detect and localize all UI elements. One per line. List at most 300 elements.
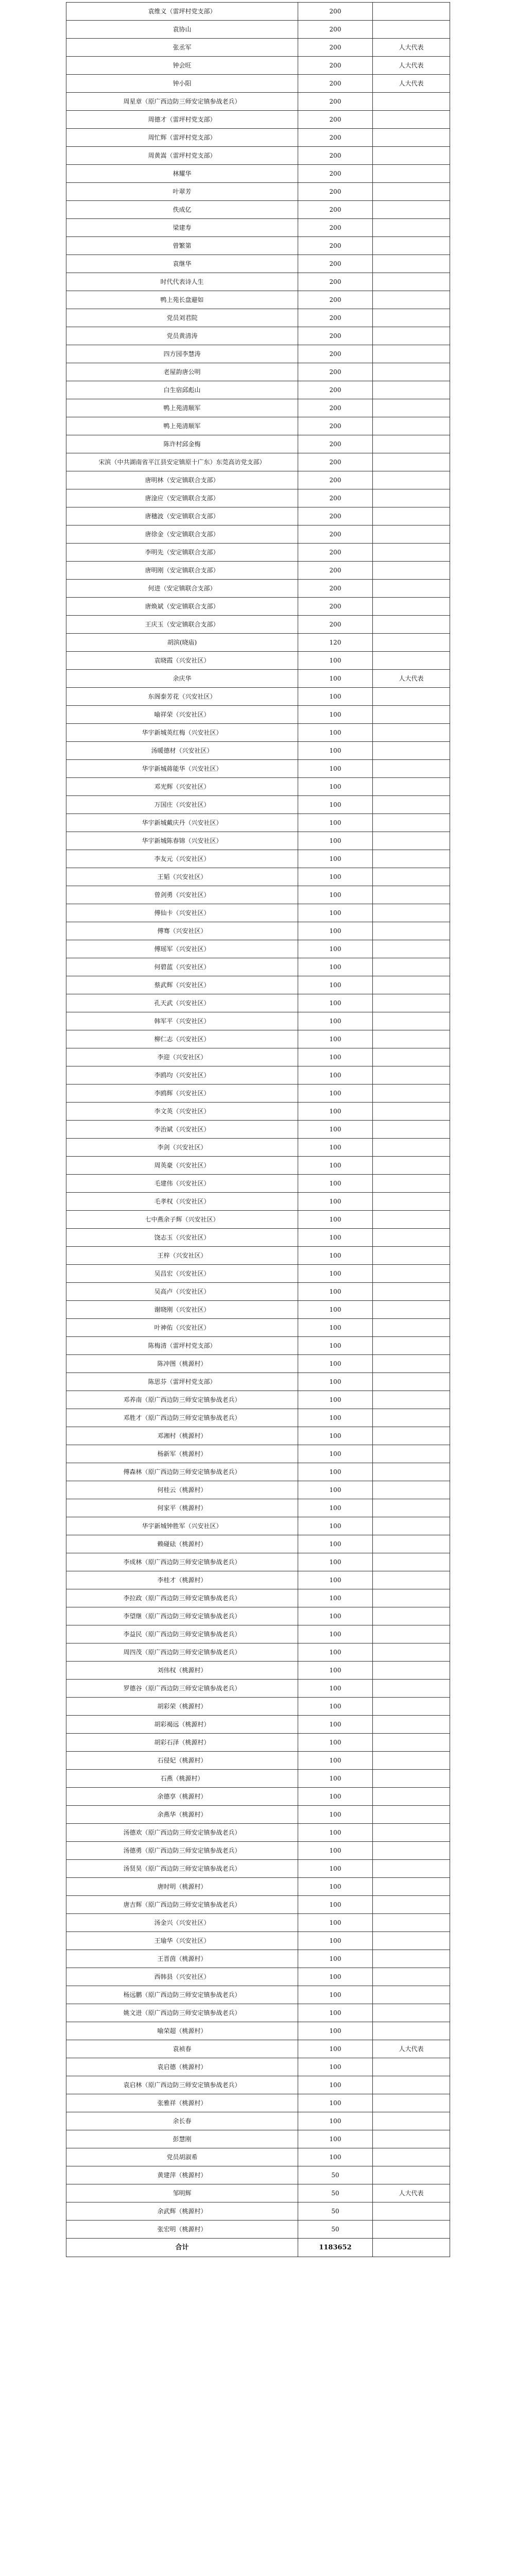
donor-name-cell: 胡滨(晓庙) <box>66 634 298 651</box>
amount-cell: 200 <box>298 345 373 363</box>
table-row <box>66 255 450 273</box>
donor-name-cell: 陈梅清（雷坪村党支部） <box>66 1337 298 1354</box>
note-cell <box>373 634 450 651</box>
note-cell <box>373 940 450 958</box>
amount-cell: 100 <box>298 1445 373 1463</box>
amount-cell: 100 <box>298 1409 373 1427</box>
note-cell: 人大代表 <box>399 80 424 87</box>
note-cell <box>373 1734 450 1751</box>
note-cell <box>373 1301 450 1318</box>
table-row <box>66 1121 450 1139</box>
donor-name-cell: 傅森林（原广西边防三师安定镇参战老兵） <box>66 1463 298 1481</box>
table-row <box>66 580 450 598</box>
amount-cell: 50 <box>298 2221 373 2238</box>
donor-name-cell: 傅骞（兴安社区） <box>66 922 298 940</box>
table-row <box>66 886 450 904</box>
note-cell <box>373 1030 450 1048</box>
donor-name-cell: 周星章（原广西边防三师安定镇参战老兵） <box>66 93 298 110</box>
note-cell <box>373 1481 450 1499</box>
amount-cell: 100 <box>298 1896 373 1913</box>
amount-cell: 200 <box>298 147 373 164</box>
table-row <box>66 724 450 742</box>
amount-cell: 100 <box>298 670 373 687</box>
donor-name-cell: 唐焕斌（安定镇联合支部） <box>66 598 298 615</box>
donor-name-cell: 袁继华 <box>66 255 298 273</box>
amount-cell: 100 <box>298 1625 373 1643</box>
amount-cell: 100 <box>298 760 373 777</box>
note-cell <box>373 3 450 20</box>
donor-name-cell: 叶神佑（兴安社区） <box>66 1319 298 1336</box>
donor-name-cell: 佚成亿 <box>66 201 298 218</box>
donor-name-cell: 汤贤昊（原广西边防三师安定镇参战老兵） <box>66 1860 298 1877</box>
table-row <box>66 291 450 309</box>
note-cell <box>373 489 450 507</box>
amount-cell: 200 <box>298 3 373 20</box>
donor-name-cell: 袁祯春 <box>66 2040 298 2058</box>
table-row <box>66 1337 450 1355</box>
table-row <box>66 1355 450 1373</box>
donor-name-cell: 陈冲图（桃源村） <box>66 1355 298 1372</box>
note-cell <box>373 2004 450 2022</box>
amount-cell: 100 <box>298 1247 373 1264</box>
donor-name-cell: 华宇新城陈春锦（兴安社区） <box>66 832 298 850</box>
donor-name-cell: 党员黄清涛 <box>66 327 298 345</box>
note-cell <box>373 1084 450 1102</box>
note-cell <box>373 976 450 994</box>
amount-cell: 200 <box>298 544 373 561</box>
note-cell <box>373 526 450 543</box>
donor-name-cell: 李望继（原广西边防三师安定镇参战老兵） <box>66 1607 298 1625</box>
amount-cell: 200 <box>298 183 373 200</box>
table-row <box>66 381 450 399</box>
donor-name-cell: 唐明刚（安定镇联合支部） <box>66 562 298 579</box>
donor-name-cell: 四方园李慧涛 <box>66 345 298 363</box>
amount-cell: 100 <box>298 1265 373 1282</box>
donor-name-cell: 唐吉辉（原广西边防三师安定镇参战老兵） <box>66 1896 298 1913</box>
amount-cell: 200 <box>298 489 373 507</box>
note-cell <box>373 1121 450 1138</box>
note-cell <box>373 1932 450 1950</box>
note-cell <box>373 1283 450 1300</box>
donor-name-cell: 陈思芬（雷坪村党支部） <box>66 1373 298 1391</box>
table-row <box>66 1914 450 1932</box>
donor-name-cell: 李拉政（原广西边防三师安定镇参战老兵） <box>66 1589 298 1607</box>
amount-cell: 200 <box>298 93 373 110</box>
table-row <box>66 1445 450 1463</box>
table-row <box>66 165 450 183</box>
donor-name-cell: 陈许村邱金梅 <box>66 435 298 453</box>
note-cell <box>373 453 450 471</box>
note-cell <box>373 616 450 633</box>
table-row <box>66 1247 450 1265</box>
amount-cell: 200 <box>298 453 373 471</box>
donor-name-cell: 钟会旺 <box>66 57 298 74</box>
amount-cell: 200 <box>298 237 373 255</box>
table-row <box>66 796 450 814</box>
donor-name-cell: 周忙辉（雷坪村党支部） <box>66 129 298 146</box>
amount-cell: 100 <box>298 976 373 994</box>
amount-cell: 100 <box>298 1860 373 1877</box>
donor-name-cell: 曾繁第 <box>66 237 298 255</box>
table-row <box>66 1283 450 1301</box>
donor-name-cell: 袁启德（桃源村） <box>66 2058 298 2076</box>
donor-name-cell: 余长春 <box>66 2112 298 2130</box>
donor-name-cell: 李迎（兴安社区） <box>66 1048 298 1066</box>
total-note-cell <box>373 2239 450 2257</box>
amount-cell: 50 <box>298 2166 373 2184</box>
table-row <box>66 1607 450 1625</box>
amount-cell: 50 <box>298 2202 373 2220</box>
note-cell: 人大代表 <box>399 675 424 682</box>
table-row <box>66 1571 450 1589</box>
table-row <box>66 2130 450 2148</box>
donor-name-cell: 何桂云（桃源村） <box>66 1481 298 1499</box>
donor-name-cell: 林耀华 <box>66 165 298 182</box>
table-row <box>66 1391 450 1409</box>
donor-name-cell: 汤金兴（兴安社区） <box>66 1914 298 1931</box>
table-row <box>66 1103 450 1121</box>
note-cell <box>373 994 450 1012</box>
note-cell <box>373 598 450 615</box>
table-row <box>66 544 450 562</box>
table-row <box>66 814 450 832</box>
note-cell <box>373 165 450 182</box>
note-cell <box>373 1157 450 1174</box>
donor-name-cell: 傅仙卡（兴安社区） <box>66 904 298 922</box>
donor-name-cell: 唐明林（安定镇联合支部） <box>66 471 298 489</box>
table-row <box>66 688 450 706</box>
donor-name-cell: 李文英（兴安社区） <box>66 1103 298 1120</box>
amount-cell: 200 <box>298 39 373 56</box>
note-cell <box>373 2166 450 2184</box>
amount-cell: 100 <box>298 1950 373 1968</box>
table-row <box>66 327 450 345</box>
donor-name-cell: 杨新军（桃源村） <box>66 1445 298 1463</box>
donor-name-cell: 张宏明（桃源村） <box>66 2221 298 2238</box>
amount-cell: 100 <box>298 1427 373 1445</box>
table-row <box>66 1373 450 1391</box>
table-row <box>66 147 450 165</box>
table-row <box>66 652 450 670</box>
donor-name-cell: 邹明辉 <box>66 2184 298 2202</box>
table-row <box>66 237 450 255</box>
note-cell <box>373 2202 450 2220</box>
amount-cell: 100 <box>298 1571 373 1589</box>
amount-cell: 100 <box>298 724 373 741</box>
donor-name-cell: 王瑜华（兴安社区） <box>66 1932 298 1950</box>
table-row <box>66 1716 450 1734</box>
note-cell: 人大代表 <box>399 62 424 69</box>
amount-cell: 200 <box>298 435 373 453</box>
donor-name-cell: 韩军平（兴安社区） <box>66 1012 298 1030</box>
donor-name-cell: 孔天武（兴安社区） <box>66 994 298 1012</box>
donor-name-cell: 王晋茵（桃源村） <box>66 1950 298 1968</box>
amount-cell: 100 <box>298 1986 373 2004</box>
donor-name-cell: 袁协山 <box>66 21 298 38</box>
donor-name-cell: 谢晓刚（兴安社区） <box>66 1301 298 1318</box>
table-row <box>66 75 450 93</box>
donor-name-cell: 王韬（兴安社区） <box>66 868 298 886</box>
amount-cell: 100 <box>298 1553 373 1571</box>
amount-cell: 50 <box>298 2184 373 2202</box>
amount-cell: 200 <box>298 363 373 381</box>
donor-name-cell: 邓胜才（原广西边防三师安定镇参战老兵） <box>66 1409 298 1427</box>
donor-name-cell: 王庆玉（安定镇联合支部） <box>66 616 298 633</box>
donation-table <box>66 2 450 2257</box>
amount-cell: 100 <box>298 1662 373 1679</box>
amount-cell: 100 <box>298 958 373 976</box>
amount-cell: 100 <box>298 868 373 886</box>
note-cell <box>373 1896 450 1913</box>
note-cell <box>373 309 450 327</box>
amount-cell: 200 <box>298 417 373 435</box>
amount-cell: 200 <box>298 255 373 273</box>
donor-name-cell: 余燕华（桃源村） <box>66 1806 298 1823</box>
amount-cell: 100 <box>298 1535 373 1553</box>
table-row <box>66 417 450 435</box>
donor-name-cell: 喻祥荣（兴安社区） <box>66 706 298 723</box>
amount-cell: 200 <box>298 598 373 615</box>
table-row <box>66 760 450 778</box>
table-row <box>66 1680 450 1698</box>
amount-cell: 100 <box>298 1048 373 1066</box>
note-cell <box>373 273 450 291</box>
note-cell <box>373 778 450 795</box>
note-cell <box>373 1589 450 1607</box>
note-cell <box>373 435 450 453</box>
donor-name-cell: 张丞军 <box>66 39 298 56</box>
amount-cell: 100 <box>298 1211 373 1228</box>
donor-name-cell: 李鸥均（兴安社区） <box>66 1066 298 1084</box>
amount-cell: 200 <box>298 471 373 489</box>
amount-cell: 100 <box>298 2022 373 2040</box>
donor-name-cell: 华宇新城蒋能华（兴安社区） <box>66 760 298 777</box>
table-row <box>66 1012 450 1030</box>
note-cell <box>373 904 450 922</box>
note-cell <box>373 1842 450 1859</box>
table-row <box>66 2040 450 2058</box>
note-cell <box>373 922 450 940</box>
donor-name-cell: 喻荣超（桃源村） <box>66 2022 298 2040</box>
amount-cell: 100 <box>298 2130 373 2148</box>
note-cell <box>373 2112 450 2130</box>
table-row <box>66 507 450 526</box>
amount-cell: 100 <box>298 1030 373 1048</box>
table-row <box>66 994 450 1012</box>
table-row <box>66 111 450 129</box>
donor-name-cell: 汤德欢（原广西边防三师安定镇参战老兵） <box>66 1824 298 1841</box>
amount-cell: 100 <box>298 940 373 958</box>
amount-cell: 200 <box>298 309 373 327</box>
note-cell: 人大代表 <box>399 2045 424 2053</box>
note-cell <box>373 1066 450 1084</box>
note-cell <box>373 1571 450 1589</box>
amount-cell: 100 <box>298 1499 373 1517</box>
note-cell <box>373 1752 450 1769</box>
amount-cell: 100 <box>298 1914 373 1931</box>
amount-cell: 100 <box>298 1517 373 1535</box>
table-row <box>66 670 450 688</box>
table-row <box>66 2022 450 2040</box>
note-cell <box>373 868 450 886</box>
table-row <box>66 2184 450 2202</box>
table-row <box>66 868 450 886</box>
note-cell <box>373 1427 450 1445</box>
note-cell <box>373 147 450 164</box>
table-row <box>66 2076 450 2094</box>
note-cell <box>373 1499 450 1517</box>
note-cell <box>373 1950 450 1968</box>
amount-cell: 100 <box>298 1355 373 1372</box>
table-row <box>66 1211 450 1229</box>
note-cell <box>373 1355 450 1372</box>
note-cell <box>373 1680 450 1697</box>
note-cell <box>373 2221 450 2238</box>
donor-name-cell: 袁晓霞（兴安社区） <box>66 652 298 669</box>
table-row <box>66 562 450 580</box>
note-cell <box>373 507 450 525</box>
table-row <box>66 21 450 39</box>
donor-name-cell: 唐时明（桃源村） <box>66 1878 298 1895</box>
note-cell <box>373 1625 450 1643</box>
amount-cell: 200 <box>298 616 373 633</box>
amount-cell: 200 <box>298 111 373 128</box>
amount-cell: 100 <box>298 1103 373 1120</box>
table-row <box>66 976 450 994</box>
amount-cell: 100 <box>298 886 373 904</box>
table-row <box>66 616 450 634</box>
table-row <box>66 1265 450 1283</box>
note-cell <box>373 886 450 904</box>
table-row <box>66 2166 450 2184</box>
table-row <box>66 1662 450 1680</box>
donor-name-cell: 李益民（原广西边防三师安定镇参战老兵） <box>66 1625 298 1643</box>
amount-cell: 200 <box>298 526 373 543</box>
table-row <box>66 1229 450 1247</box>
amount-cell: 100 <box>298 904 373 922</box>
amount-cell: 100 <box>298 1589 373 1607</box>
amount-cell: 100 <box>298 1878 373 1895</box>
table-row <box>66 526 450 544</box>
donor-name-cell: 饶志玉（兴安社区） <box>66 1229 298 1246</box>
amount-cell: 100 <box>298 1193 373 1210</box>
total-row <box>66 2239 450 2257</box>
note-cell <box>373 1770 450 1787</box>
amount-cell: 200 <box>298 580 373 597</box>
amount-cell: 100 <box>298 1283 373 1300</box>
note-cell <box>373 183 450 200</box>
amount-cell: 100 <box>298 1968 373 1986</box>
amount-cell: 200 <box>298 562 373 579</box>
table-row <box>66 201 450 219</box>
table-row <box>66 1770 450 1788</box>
amount-cell: 100 <box>298 2040 373 2058</box>
amount-cell: 100 <box>298 2058 373 2076</box>
donor-name-cell: 唐徐金（安定镇联合支部） <box>66 526 298 543</box>
table-row <box>66 57 450 75</box>
amount-cell: 100 <box>298 832 373 850</box>
donor-name-cell: 邓湘村（桃源村） <box>66 1427 298 1445</box>
donor-name-cell: 华宇新城英红梅（兴安社区） <box>66 724 298 741</box>
note-cell <box>373 1337 450 1354</box>
amount-cell: 100 <box>298 1842 373 1859</box>
donor-name-cell: 周四茂（原广西边防三师安定镇参战老兵） <box>66 1643 298 1661</box>
donor-name-cell: 鸭上苑清顺军 <box>66 399 298 417</box>
donor-name-cell: 袁启林（原广西边防三师安定镇参战老兵） <box>66 2076 298 2094</box>
note-cell <box>373 562 450 579</box>
note-cell <box>373 1445 450 1463</box>
note-cell <box>373 1643 450 1661</box>
amount-cell: 100 <box>298 1932 373 1950</box>
donor-name-cell: 彭慧刚 <box>66 2130 298 2148</box>
amount-cell: 100 <box>298 814 373 832</box>
note-cell <box>373 1662 450 1679</box>
table-row <box>66 93 450 111</box>
note-cell <box>373 580 450 597</box>
donor-name-cell: 东阁泰芳花（兴安社区） <box>66 688 298 705</box>
note-cell <box>373 1716 450 1733</box>
donor-name-cell: 汤德勇（原广西边防三师安定镇参战老兵） <box>66 1842 298 1859</box>
table-row <box>66 940 450 958</box>
amount-cell: 100 <box>298 1698 373 1715</box>
note-cell: 人大代表 <box>399 44 424 51</box>
amount-cell: 100 <box>298 1139 373 1156</box>
note-cell <box>373 1535 450 1553</box>
table-row <box>66 850 450 868</box>
table-row <box>66 1066 450 1084</box>
table-row <box>66 435 450 453</box>
amount-cell: 100 <box>298 1734 373 1751</box>
amount-cell: 100 <box>298 1084 373 1102</box>
donor-name-cell: 西韩县（兴安社区） <box>66 1968 298 1986</box>
amount-cell: 100 <box>298 1373 373 1391</box>
donor-name-cell: 赖碰砝（桃源村） <box>66 1535 298 1553</box>
note-cell <box>373 219 450 236</box>
donor-name-cell: 周英豪（兴安社区） <box>66 1157 298 1174</box>
amount-cell: 100 <box>298 2094 373 2112</box>
donor-name-cell: 白生宿邱彪山 <box>66 381 298 399</box>
donor-name-cell: 梁建寿 <box>66 219 298 236</box>
table-row <box>66 2112 450 2130</box>
donor-name-cell: 胡彩荣（桃源村） <box>66 1698 298 1715</box>
note-cell <box>373 381 450 399</box>
donor-name-cell: 唐穗波（安定镇联合支部） <box>66 507 298 525</box>
note-cell <box>373 688 450 705</box>
table-row <box>66 1319 450 1337</box>
donor-name-cell: 邓养南（原广西边防三师安定镇参战老兵） <box>66 1391 298 1409</box>
amount-cell: 200 <box>298 381 373 399</box>
donor-name-cell: 余德享（桃源村） <box>66 1788 298 1805</box>
amount-cell: 100 <box>298 1157 373 1174</box>
table-row <box>66 2202 450 2221</box>
note-cell <box>373 471 450 489</box>
amount-cell: 100 <box>298 2076 373 2094</box>
donor-name-cell: 鸭上苑清顺军 <box>66 417 298 435</box>
donor-name-cell: 周德才（雷坪村党支部） <box>66 111 298 128</box>
amount-cell: 100 <box>298 1824 373 1841</box>
amount-cell: 200 <box>298 507 373 525</box>
amount-cell: 200 <box>298 327 373 345</box>
note-cell <box>373 1103 450 1120</box>
amount-cell: 100 <box>298 1770 373 1787</box>
donor-name-cell: 李鸥辉（兴安社区） <box>66 1084 298 1102</box>
amount-cell: 200 <box>298 21 373 38</box>
donor-name-cell: 罗德谷（原广西边防三师安定镇参战老兵） <box>66 1680 298 1697</box>
table-row <box>66 1860 450 1878</box>
note-cell <box>373 814 450 832</box>
table-row <box>66 1535 450 1553</box>
donor-name-cell: 余庆华 <box>66 670 298 687</box>
